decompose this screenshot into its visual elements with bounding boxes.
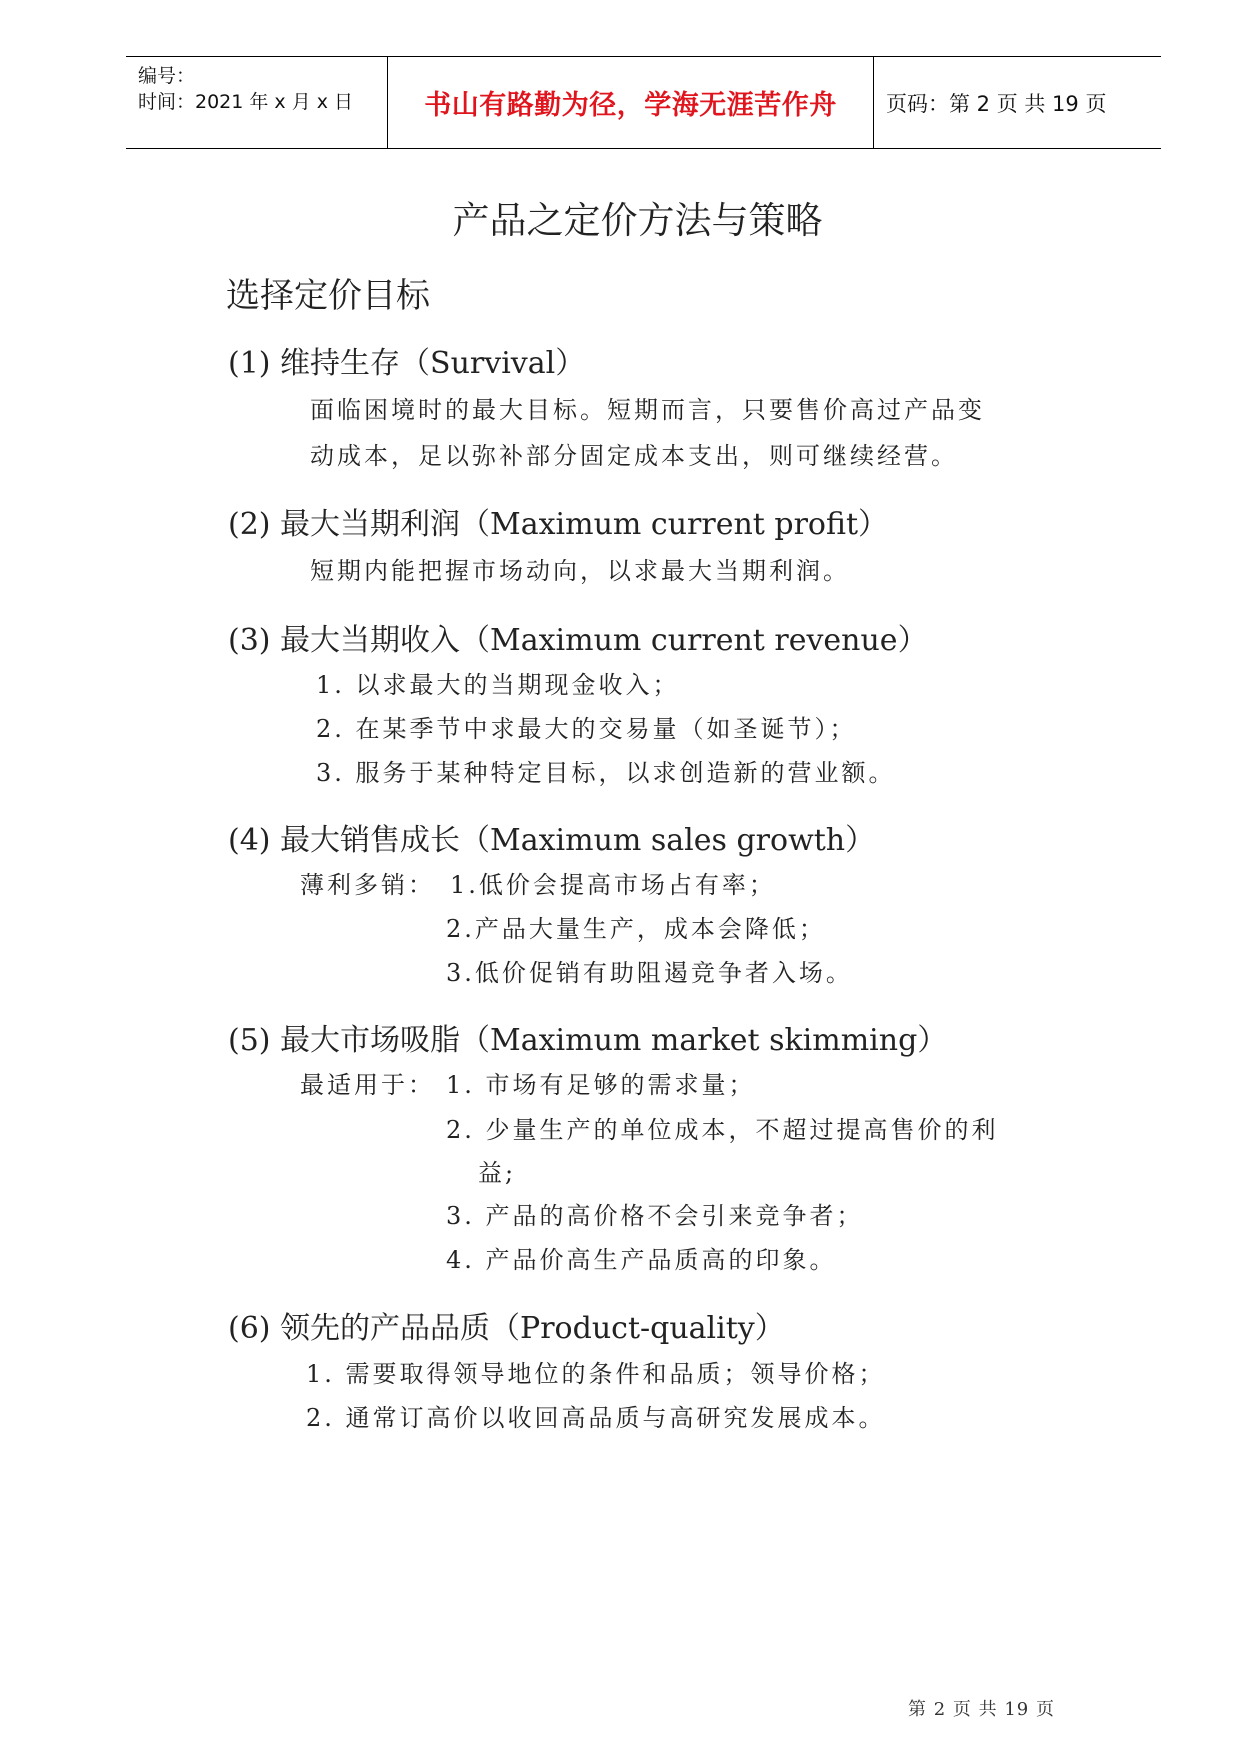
page-footer: 第 2 页 共 19 页	[908, 1699, 1055, 1720]
section-5-line-4: 3. 产品的高价格不会引来竞争者；	[446, 1202, 864, 1230]
section-5-heading: (5) 最大市场吸脂（Maximum market skimming）	[228, 1023, 948, 1058]
section-3-line-2: 2. 在某季节中求最大的交易量（如圣诞节）；	[316, 715, 857, 743]
header-motto-cell	[388, 57, 874, 148]
section-1-line-2: 动成本，足以弥补部分固定成本支出，则可继续经营。	[310, 442, 958, 470]
section-2-heading: (2) 最大当期利润（Maximum current profit）	[228, 507, 889, 542]
document-title: 产品之定价方法与策略	[452, 199, 823, 242]
section-4-line-1: 1.低价会提高市场占有率；	[450, 871, 776, 899]
section-heading: 选择定价目标	[226, 276, 430, 316]
motto-text: 书山有路勤为径，学海无涯苦作舟	[424, 90, 837, 121]
time-label: 时间：2021 年 x 月 x 日	[138, 91, 354, 113]
section-5-line-5: 4. 产品价高生产品质高的印象。	[446, 1246, 837, 1274]
section-6-heading: (6) 领先的产品品质（Product-quality）	[228, 1311, 785, 1346]
section-6-line-1: 1. 需要取得领导地位的条件和品质；领导价格；	[306, 1360, 886, 1388]
page-code: 页码：第 2 页 共 19 页	[886, 91, 1107, 116]
section-1-line-1: 面临困境时的最大目标。短期而言，只要售价高过产品变	[310, 396, 985, 424]
section-6-line-2: 2. 通常订高价以收回高品质与高研究发展成本。	[306, 1404, 886, 1432]
section-4-line-3: 3.低价促销有助阻遏竞争者入场。	[446, 959, 853, 987]
section-4-line-2: 2.产品大量生产，成本会降低；	[446, 915, 826, 943]
section-4-lead: 薄利多销：	[300, 871, 435, 899]
section-4-heading: (4) 最大销售成长（Maximum sales growth）	[228, 823, 876, 858]
section-5-lead: 最适用于：	[300, 1071, 435, 1099]
section-2-line-1: 短期内能把握市场动向，以求最大当期利润。	[310, 557, 850, 585]
header-meta-cell	[126, 57, 388, 148]
section-5-line-3: 益;	[478, 1159, 517, 1187]
header-page-cell	[874, 57, 1161, 148]
number-label: 编号：	[138, 65, 196, 87]
section-5-line-2: 2. 少量生产的单位成本，不超过提高售价的利	[446, 1116, 999, 1144]
section-3-line-3: 3. 服务于某种特定目标，以求创造新的营业额。	[316, 759, 896, 787]
section-3-heading: (3) 最大当期收入（Maximum current revenue）	[228, 623, 928, 658]
section-5-line-1: 1. 市场有足够的需求量；	[446, 1071, 756, 1099]
section-3-line-1: 1. 以求最大的当期现金收入；	[316, 671, 680, 699]
page-header	[126, 56, 1161, 149]
section-1-heading: (1) 维持生存（Survival）	[228, 346, 586, 381]
